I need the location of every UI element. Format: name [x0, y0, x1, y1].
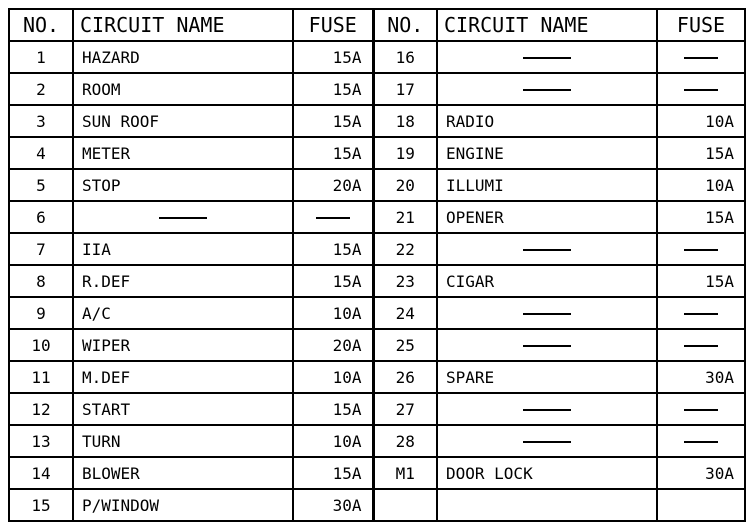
table-row — [9, 489, 745, 521]
circuit-name-left: R.DEF — [73, 265, 293, 297]
fuse-rating-right — [657, 329, 745, 361]
fuse-rating-right: 15A — [657, 201, 745, 233]
empty-dash — [684, 313, 718, 315]
fuse-number-left: 9 — [9, 297, 73, 329]
empty-dash — [523, 409, 571, 411]
fuse-rating-right: 10A — [657, 105, 745, 137]
empty-dash — [684, 57, 718, 59]
circuit-name-right — [437, 41, 657, 73]
fuse-number-right: 17 — [373, 73, 437, 105]
fuse-number-right: 25 — [373, 329, 437, 361]
header-circuit-name-right: CIRCUIT NAME — [437, 9, 657, 41]
empty-dash — [159, 217, 207, 219]
table-row — [9, 265, 745, 297]
circuit-name-right: SPARE — [437, 361, 657, 393]
fuse-number-left: 7 — [9, 233, 73, 265]
fuse-rating-left — [293, 201, 373, 233]
fuse-rating-left: 15A — [293, 105, 373, 137]
fuse-rating-right: 10A — [657, 169, 745, 201]
circuit-name-right: CIGAR — [437, 265, 657, 297]
fuse-number-right: M1 — [373, 457, 437, 489]
fuse-rating-left: 10A — [293, 297, 373, 329]
table-row — [9, 41, 745, 73]
header-fuse-left: FUSE — [293, 9, 373, 41]
fuse-rating-right — [657, 233, 745, 265]
fuse-number-right: 23 — [373, 265, 437, 297]
fuse-number-right: 19 — [373, 137, 437, 169]
fuse-rating-left: 15A — [293, 137, 373, 169]
fuse-number-left: 12 — [9, 393, 73, 425]
table-row — [9, 329, 745, 361]
circuit-name-right — [437, 329, 657, 361]
circuit-name-left: HAZARD — [73, 41, 293, 73]
empty-dash — [523, 57, 571, 59]
circuit-name-right: OPENER — [437, 201, 657, 233]
fuse-rating-left: 20A — [293, 329, 373, 361]
empty-dash — [684, 409, 718, 411]
fuse-rating-right — [657, 297, 745, 329]
fuse-number-right: 26 — [373, 361, 437, 393]
fuse-number-left: 13 — [9, 425, 73, 457]
empty-dash — [684, 345, 718, 347]
fuse-rating-left: 30A — [293, 489, 373, 521]
empty-dash — [523, 89, 571, 91]
fuse-number-left: 6 — [9, 201, 73, 233]
empty-dash — [684, 249, 718, 251]
fuse-number-left: 1 — [9, 41, 73, 73]
table-row — [9, 457, 745, 489]
fuse-number-right: 28 — [373, 425, 437, 457]
table-row — [9, 201, 745, 233]
circuit-name-left: IIA — [73, 233, 293, 265]
circuit-name-right — [437, 233, 657, 265]
circuit-name-left: METER — [73, 137, 293, 169]
fuse-rating-left: 15A — [293, 233, 373, 265]
fuse-rating-right — [657, 41, 745, 73]
fuse-rating-left: 15A — [293, 393, 373, 425]
fuse-number-left: 3 — [9, 105, 73, 137]
table-row — [9, 105, 745, 137]
table-row — [9, 393, 745, 425]
table-row — [9, 169, 745, 201]
circuit-name-left: SUN ROOF — [73, 105, 293, 137]
circuit-name-right — [437, 297, 657, 329]
table-row — [9, 297, 745, 329]
circuit-name-left: ROOM — [73, 73, 293, 105]
fuse-number-right: 21 — [373, 201, 437, 233]
fuse-rating-left: 10A — [293, 425, 373, 457]
circuit-name-right — [437, 489, 657, 521]
header-no-left: NO. — [9, 9, 73, 41]
circuit-name-right — [437, 393, 657, 425]
circuit-name-left: P/WINDOW — [73, 489, 293, 521]
fuse-rating-left: 15A — [293, 265, 373, 297]
circuit-name-left: WIPER — [73, 329, 293, 361]
empty-dash — [523, 313, 571, 315]
fuse-number-right: 24 — [373, 297, 437, 329]
circuit-name-left: A/C — [73, 297, 293, 329]
fuse-number-left: 15 — [9, 489, 73, 521]
fuse-number-right — [373, 489, 437, 521]
circuit-name-right: ENGINE — [437, 137, 657, 169]
circuit-name-left: TURN — [73, 425, 293, 457]
fuse-number-left: 4 — [9, 137, 73, 169]
empty-dash — [523, 345, 571, 347]
circuit-name-right: RADIO — [437, 105, 657, 137]
table-row — [9, 73, 745, 105]
fuse-number-right: 18 — [373, 105, 437, 137]
table-row — [9, 233, 745, 265]
table-row — [9, 137, 745, 169]
empty-dash — [316, 217, 350, 219]
fuse-number-right: 27 — [373, 393, 437, 425]
fuse-number-right: 20 — [373, 169, 437, 201]
circuit-name-right: ILLUMI — [437, 169, 657, 201]
empty-dash — [523, 441, 571, 443]
fuse-number-right: 16 — [373, 41, 437, 73]
circuit-name-left: START — [73, 393, 293, 425]
fuse-rating-left: 15A — [293, 457, 373, 489]
circuit-name-right: DOOR LOCK — [437, 457, 657, 489]
fuse-rating-right: 30A — [657, 361, 745, 393]
table-row — [9, 425, 745, 457]
fuse-rating-left: 20A — [293, 169, 373, 201]
fuse-number-left: 2 — [9, 73, 73, 105]
circuit-name-right — [437, 425, 657, 457]
circuit-name-right — [437, 73, 657, 105]
fuse-number-left: 14 — [9, 457, 73, 489]
fuse-number-left: 11 — [9, 361, 73, 393]
circuit-name-left: STOP — [73, 169, 293, 201]
fuse-number-left: 10 — [9, 329, 73, 361]
fuse-rating-left: 15A — [293, 41, 373, 73]
header-no-right: NO. — [373, 9, 437, 41]
fuse-rating-left: 15A — [293, 73, 373, 105]
fuse-number-right: 22 — [373, 233, 437, 265]
fuse-rating-left: 10A — [293, 361, 373, 393]
fuse-rating-right — [657, 393, 745, 425]
fuse-number-left: 5 — [9, 169, 73, 201]
table-body — [9, 41, 745, 521]
empty-dash — [684, 89, 718, 91]
fuse-rating-right — [657, 425, 745, 457]
empty-dash — [523, 249, 571, 251]
circuit-name-left: BLOWER — [73, 457, 293, 489]
table-row — [9, 361, 745, 393]
circuit-name-left: M.DEF — [73, 361, 293, 393]
fuse-rating-right: 15A — [657, 265, 745, 297]
table-header-row — [9, 9, 745, 41]
empty-dash — [684, 441, 718, 443]
fuse-rating-right: 30A — [657, 457, 745, 489]
fuse-table — [8, 8, 746, 522]
fuse-rating-right: 15A — [657, 137, 745, 169]
fuse-rating-right — [657, 489, 745, 521]
fuse-rating-right — [657, 73, 745, 105]
header-circuit-name-left: CIRCUIT NAME — [73, 9, 293, 41]
fuse-number-left: 8 — [9, 265, 73, 297]
header-fuse-right: FUSE — [657, 9, 745, 41]
circuit-name-left — [73, 201, 293, 233]
